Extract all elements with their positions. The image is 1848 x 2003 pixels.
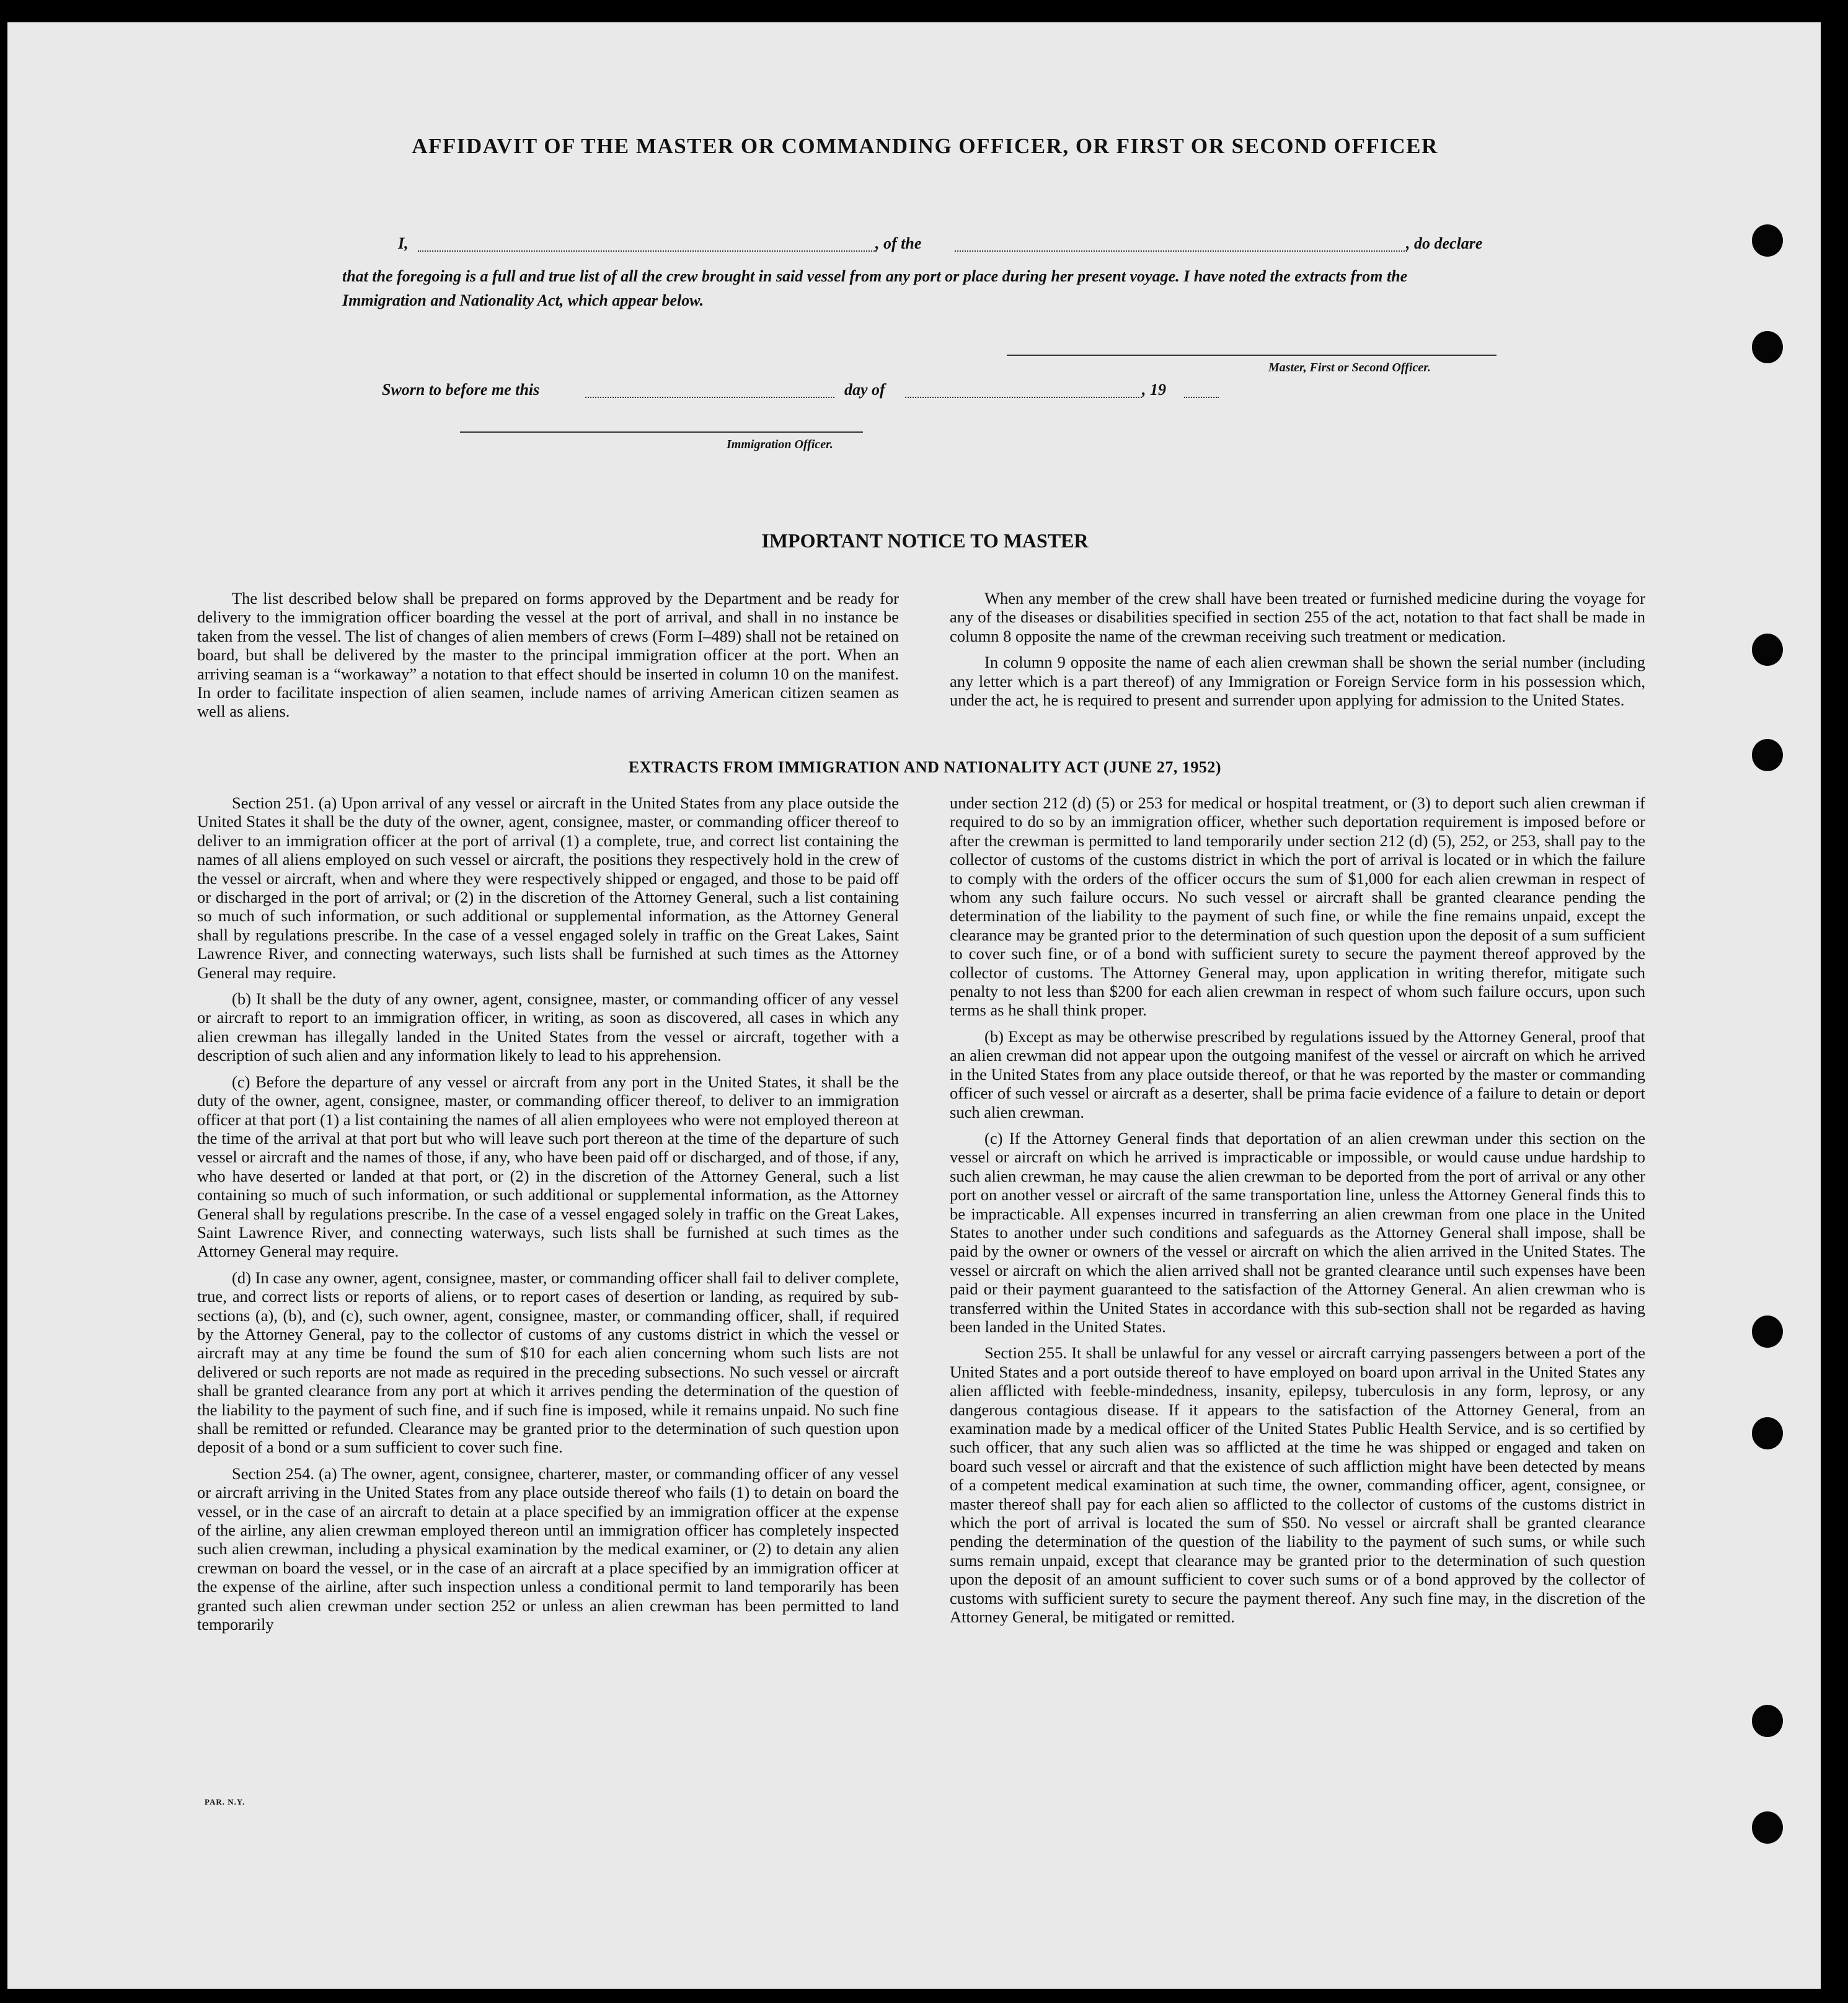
officer-signature-line[interactable]: [460, 431, 863, 433]
punch-hole-icon: [1752, 1811, 1783, 1844]
extract-paragraph: (c) If the Attorney General finds that deportation of an alien crewman under this section on the vessel or aircraft on which he arrived is impracticable or impossible, or would cause undue hardship to such alien crewman, he may cause the alien crewman to be deported from the port of arrival or any other port on another vessel or aircraft of the same transportation line, unless the Attorney General finds this to be impracticable. All expenses incurred in transferring an alien crewman from one place in the United States to another under such conditions and safeguards as the Attorney General shall impose, shall be paid by the owner or owners of the vessel or aircraft on which the alien arrived in the United States. The vessel or aircraft on which the alien arrived shall not be granted clearance until such expenses have been paid or their payment guaranteed to the satisfaction of the Attorney General. An alien crewman who is transferred within the United States in accordance with this sub-section shall not be regarded as having been landed in the United States.: [950, 1128, 1645, 1336]
punch-hole-icon: [1752, 224, 1783, 257]
punch-hole-icon: [1752, 1417, 1783, 1449]
affidavit-title: AFFIDAVIT OF THE MASTER OR COMMANDING OFFICER, OR FIRST OR SECOND OFFICER: [412, 134, 1438, 158]
extract-paragraph: Section 255. It shall be unlawful for any vessel or aircraft carrying passengers between a port of the United States and a port outside thereof to have employed on board upon arrival in the United States any alien afflicted with feeble-mindedness, insanity, epilepsy, tuberculosis in any form, leprosy, or any dangerous contagious disease. If it appears to the satisfaction of the Attorney General, from an examination made by a medical officer of the United States Public Health Service, and is so certified by such officer, that any such alien was so afflicted at the time he was shipped or engaged and taken on board such vessel or aircraft and that the existence of such affliction might have been detected by means of a competent medical examination at such time, the owner, commanding officer, agent, consignee, or master thereof shall pay for each alien so afflicted to the collector of customs of the customs district in which the port of arrival is located the sum of $50. No vessel or aircraft shall be granted clearance pending the determination of the question of the liability to the payment of such sums, or while such sums remain unpaid, except that clearance may be granted prior to the determination of such question upon the deposit of an amount sufficient to cover such sums or of a bond approved by the collector of customs with sufficient surety to secure the payment thereof. Any such fine may, in the discretion of the Attorney General, be mitigated or remitted.: [950, 1343, 1645, 1627]
extracts-title: EXTRACTS FROM IMMIGRATION AND NATIONALITY ACT (JUNE 27, 1952): [628, 758, 1222, 776]
extract-paragraph: Section 251. (a) Upon arrival of any vessel or aircraft in the United States from any place outside the United States it shall be the duty of the owner, agent, consignee, master, or commanding officer thereof to deliver to an immigration officer at the port of arrival (1) a complete, true, and correct list containing the names of all aliens employed on such vessel or aircraft, the positions they respectively hold in the crew of the vessel or aircraft, when and where they were respectively shipped or engaged, and those to be paid off or discharged in the port of arrival; or (2) in the discretion of the Attorney General, such a list containing so much of such information, or such additional or supplemental information, as the Attorney General shall by regulations prescribe. In the case of a vessel engaged solely in traffic on the Great Lakes, Saint Lawrence River, and connecting waterways, such lists shall be furnished at such times as the Attorney General may require.: [197, 794, 899, 982]
extract-paragraph: under section 212 (d) (5) or 253 for medical or hospital treatment, or (3) to deport such alien crewman if required to do so by an immigration officer, whether such deportation requirement is imposed before or after the crewman is permitted to land temporarily under section 212 (d) (5), 252, or 253, shall pay to the collector of customs of the customs district in which the port of arrival is located or in which the failure to comply with the orders of the officer occurs the sum of $1,000 for each alien crewman in respect of whom any such failure occurs. No such vessel or aircraft shall be granted clearance pending the determination of the liability to the payment of such fine, or while the fine remains unpaid, except the clearance may be granted prior to the determination of such question upon the deposit of a sum sufficient to cover such fine, or of a bond with sufficient surety to secure the payment thereof approved by the collector of customs. The Attorney General may, upon application in writing therefor, mitigate such penalty to not less than $200 for each alien crewman in respect of whom such failure occurs, upon such terms as he shall think proper.: [950, 794, 1645, 1020]
extract-paragraph: (c) Before the departure of any vessel or aircraft from any port in the United States, it shall be the duty of the owner, agent, consignee, master, or commanding officer thereof, to deliver to an immigration officer at that port (1) a list containing the names of all alien employees who were not employed thereon at the time of the arrival at that port but who will leave such port thereon at the time of the departure of such vessel or aircraft and the names of those, if any, who have been paid off or discharged, and of those, if any, who have deserted or landed at that port, or (2) in the discretion of the Attorney General, such a list containing so much of such information, or such additional or supplemental information, as the Attorney General shall by regulations prescribe. In the case of a vessel engaged solely in traffic on the Great Lakes, Saint Lawrence River, and connecting waterways, such lists shall be furnished at such times as the Attorney General may require.: [197, 1072, 900, 1261]
punch-hole-icon: [1752, 739, 1783, 771]
punch-hole-icon: [1752, 331, 1783, 363]
extracts-right-column: [950, 794, 1645, 1626]
year-label: , 19: [1142, 381, 1166, 399]
printer-mark: PAR. N.Y.: [205, 1797, 245, 1806]
notice-paragraph: In column 9 opposite the name of each alien crewman shall be shown the serial number (including any letter which is a part thereof) of any Immigration or Foreign Service form in his possession which, under the act, he is required to present and surrender upon applying for admission to the United States.: [950, 653, 1645, 710]
sworn-month-field[interactable]: [905, 397, 1142, 398]
notice-right-column: [950, 589, 1645, 709]
notice-left-column: [197, 589, 899, 721]
sworn-year-field[interactable]: [1184, 397, 1219, 398]
officer-caption: Immigration Officer.: [727, 438, 833, 451]
day-of-label: day of: [844, 381, 885, 399]
punch-hole-icon: [1752, 1315, 1783, 1348]
form-page: [7, 22, 1821, 1989]
master-signature-line[interactable]: [1007, 355, 1497, 356]
of-the-label: , of the: [875, 234, 922, 252]
extract-paragraph: (d) In case any owner, agent, consignee, master, or commanding officer shall fail to deliver complete, true, and correct lists or reports of aliens, or to report cases of desertion or landing, as required by sub-sections (a), (b), and (c), such owner, agent, consignee, master, or commanding officer, shall, if required by the Attorney General, pay to the collector of customs of any customs district in which the vessel or aircraft may at any time be found the sum of $10 for each alien concerning whom such lists are not delivered or such reports are not made as required in the preceding subsections. No such vessel or aircraft shall be granted clearance from any port at which it arrives pending the determination of the question of the liability to the payment of such fine, and if such fine is imposed, while it remains unpaid. No such fine shall be remitted or refunded. Clearance may be granted prior to the determination of such question upon deposit of a bond or a sum sufficient to cover such fine.: [197, 1268, 899, 1457]
extract-paragraph: Section 254. (a) The owner, agent, consignee, charterer, master, or commanding officer of any vessel or aircraft arriving in the United States from any place outside thereof who fails (1) to detain on board the vessel, or in the case of an aircraft to detain at a place specified by an immigration officer at the expense of the airline, any alien crewman employed thereon until an immigration officer has completely inspected such alien crewman, including a physical examination by the medical examiner, or (2) to detain any alien crewman on board the vessel, or in the case of an aircraft at a place specified by an immigration officer at the expense of the airline, after such inspection unless a conditional permit to land temporarily has been granted such alien crewman under section 252 or unless an alien crewman has been permitted to land temporarily: [197, 1464, 899, 1634]
scan-edge: [1821, 0, 1848, 2003]
sworn-day-field[interactable]: [585, 397, 834, 398]
notice-paragraph: When any member of the crew shall have been treated or furnished medicine during the voyage for any of the diseases or disabilities specified in section 255 of the act, notation to that fact shall be made in column 8 opposite the name of the crewman receiving such treatment or medication.: [950, 589, 1645, 645]
master-caption: Master, First or Second Officer.: [1268, 361, 1431, 374]
extract-paragraph: (b) Except as may be otherwise prescribed by regulations issued by the Attorney General, proof that an alien crewman did not appear upon the outgoing manifest of the vessel or aircraft on which he arrived in the United States from any place outside thereof, or that he was reported by the master or commanding officer of such vessel or aircraft as a deserter, shall be prima facie evidence of a failure to detain or deport such alien crewman.: [950, 1027, 1645, 1121]
notice-paragraph: The list described below shall be prepared on forms approved by the Department and be ready for delivery to the immigration officer boarding the vessel at the port of arrival, and shall in no instance be taken from the vessel. The list of changes of alien members of crews (Form I–489) shall not be retained on board, but shall be delivered by the master to the principal immigration officer at the port. When an arriving seaman is a “workaway” a notation to that effect should be inserted in column 10 on the manifest. In order to facilitate inspection of alien seamen, include names of arriving American citizen seamen as well as aliens.: [197, 589, 899, 721]
extract-paragraph: (b) It shall be the duty of any owner, agent, consignee, master, or commanding officer of any vessel or aircraft to report to an immigration officer, in writing, as soon as discovered, all cases in which any alien crewman has illegally landed in the United States from the vessel or aircraft, together with a description of such alien and any information likely to lead to his apprehension.: [197, 989, 899, 1065]
notice-title: IMPORTANT NOTICE TO MASTER: [761, 529, 1089, 552]
do-declare-label: , do declare: [1406, 234, 1483, 252]
i-label: I,: [398, 234, 409, 252]
extracts-left-column: [197, 794, 899, 1634]
punch-hole-icon: [1752, 634, 1783, 666]
sworn-label: Sworn to before me this: [382, 381, 540, 399]
declaration-text: that the foregoing is a full and true list of all the crew brought in said vessel from any port or place during her present voyage. I have noted the extracts from the Immigration and Nationality Act, which appear below.: [342, 267, 1408, 309]
punch-hole-icon: [1752, 1705, 1783, 1737]
vessel-field[interactable]: [955, 250, 1407, 252]
name-field[interactable]: [418, 250, 877, 252]
